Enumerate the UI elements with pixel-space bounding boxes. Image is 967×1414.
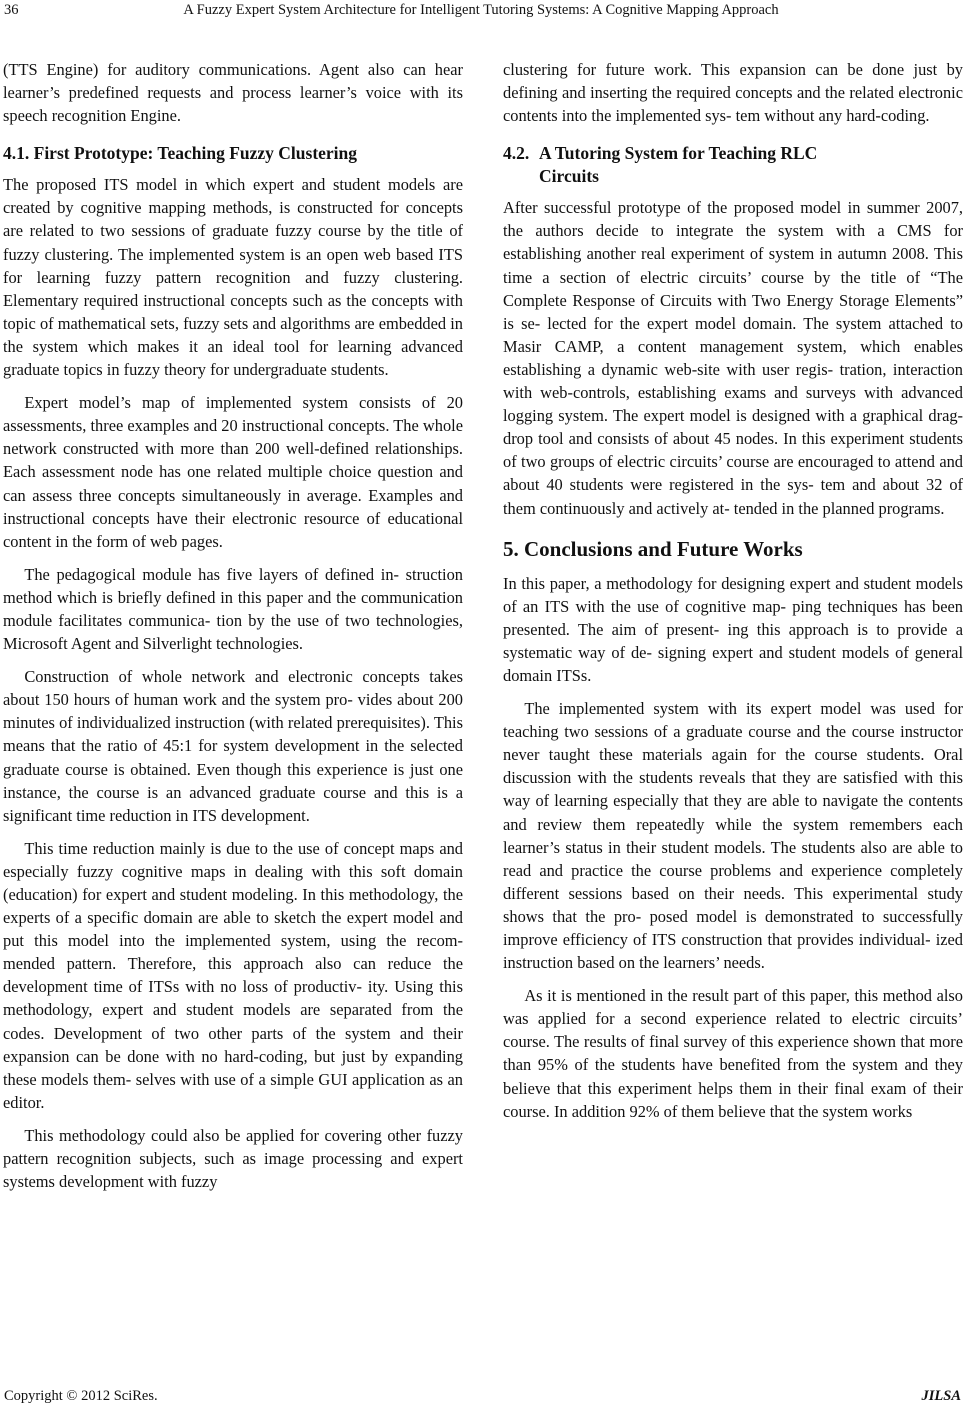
section-title-line-1: A Tutoring System for Teaching RLC xyxy=(539,143,818,164)
paragraph: Expert model’s map of implemented system consists of 20 assessments, three examples and 20 instructional concepts. The whole network constructed with more than 200 well-defined relationships. Each assessment node has one related multiple choice question and can assess three concepts simultaneously in average. Examples and instructional concepts have their electronic resource of educational content in the form of web pages. xyxy=(3,393,463,551)
paragraph: clustering for future work. This expansion can be done just by defining and inserting the required concepts and the related electronic contents into the implemented sys- tem without any hard-coding. xyxy=(503,60,963,126)
paragraph: This time reduction mainly is due to the use of concept maps and especially fuzzy cognitive maps in dealing with this soft domain (education) for expert and student modeling. In this methodology, the experts of a specific domain are able to sketch the expert model and put this model into the implemented system, using the recom- mended pattern. Therefore, this approach also can reduce the development time of ITSs with no loss of productiv- ity. Using this methodology, expert and student models are separated from the codes. Development of two other parts of the system and their expansion can be done with no hard-coding, but just by expanding these models them- selves with use of a simple GUI application as an editor. xyxy=(3,838,463,1112)
left-column xyxy=(3,58,463,1378)
paragraph: The proposed ITS model in which expert and student models are created by cognitive mapping methods, is constructed for concepts are related to two sessions of graduate fuzzy course by the title of fuzzy clustering. The implemented system is an open web based ITS for learning fuzzy pattern recognition and fuzzy clustering. Elementary required instructional concepts such as the concepts with topic of mathematical sets, fuzzy sets and algorithms are embedded in the system which makes it an ideal tool for learning advanced graduate topics in fuzzy theory for undergraduate students. xyxy=(3,175,463,380)
paragraph: As it is mentioned in the result part of this paper, this method also was applied for a second experience related to electric circuits’ course. The results of final survey of this experience shown that more than 95% of the students have benefited from the system and they believe that this experiment helps them in their final exam of their course. In addition 92% of them believe that the system works xyxy=(503,986,963,1121)
paragraph: After successful prototype of the proposed model in summer 2007, the authors decide to integrate the system with a CMS for establishing another real experiment of system in autumn 2008. This time a section of electric circuits’ course by the title of “The Complete Response of Circuits with Two Energy Storage Elements” is se- lected for the expert model domain. The system attached to Masir CAMP, a content management system, which enables establishing a dynamic web-site with user regis- tration, interaction with web-controls, establishing exams and surveys with advanced logging system. The expert model is designed with a graphical drag-drop tool and consists of about 45 nodes. In this experiment students of two groups of electric circuits’ course are encouraged to attend and about 40 students were registered in the sys- tem and about 32 of them continuously and actively at- tended in the planned programs. xyxy=(503,198,963,518)
paragraph: In this paper, a methodology for designing expert and student models of an ITS with the use of cognitive map- ping techniques has been presented. The aim of present- ing this approach is to provide a systematic way of de- signing expert and student models of general domain ITSs. xyxy=(503,573,963,685)
page-footer xyxy=(0,1388,967,1410)
paragraph: The pedagogical module has five layers of defined in- struction method which is briefly defined in this paper and the communication module facilitates communica- tion by the use of two technologies, Microsoft Agent and Silverlight technologies. xyxy=(3,564,463,654)
paragraph: This methodology could also be applied for covering other fuzzy pattern recognition subjects, such as image processing and expert systems development with fuzzy xyxy=(3,1125,463,1192)
section-heading-4-1: 4.1. First Prototype: Teaching Fuzzy Clustering xyxy=(3,143,358,164)
paragraph: The implemented system with its expert model was used for teaching two sessions of a graduate course and the course instructor never taught these materials again for the course students. Oral discussion with the students reveals that they are satisfied with this way of learning especially that they are able to navigate the contents and review them repeatedly while the system remembers each learner’s status in their student models. The students also are able to read and practice the course problems and experience completely different sessions based on their needs. This experimental study shows that the pro- posed model is demonstrated to successfully improve efficiency of ITS construction that provides individual- ized instruction based on the learners’ needs. xyxy=(503,699,963,973)
copyright: Copyright © 2012 SciRes. xyxy=(4,1388,158,1404)
right-column xyxy=(503,58,963,1378)
running-title: A Fuzzy Expert System Architecture for Intelligent Tutoring Systems: A Cognitive Mapping Approach xyxy=(183,2,779,18)
section-heading-5: 5. Conclusions and Future Works xyxy=(503,536,803,561)
paragraph: (TTS Engine) for auditory communications. Agent also can hear learner’s predefined requests and process learner’s voice with its speech recognition Engine. xyxy=(3,60,463,126)
section-heading-4-2 xyxy=(503,142,963,188)
paragraph: Construction of whole network and electronic concepts takes about 150 hours of human work and the system pro- vides about 200 minutes of individualized instruction (with related prerequisites). This means that the ratio of 45:1 for system development in the selected graduate course is obtained. Even though this experience is just one instance, the course is an advanced graduate course and this is a significant time reduction in ITS development. xyxy=(3,667,463,825)
section-title-line-2: Circuits xyxy=(539,166,599,187)
page-number: 36 xyxy=(4,2,19,18)
page-header xyxy=(0,0,967,28)
section-number: 4.2. xyxy=(503,143,530,164)
journal-name: JILSA xyxy=(921,1388,961,1404)
